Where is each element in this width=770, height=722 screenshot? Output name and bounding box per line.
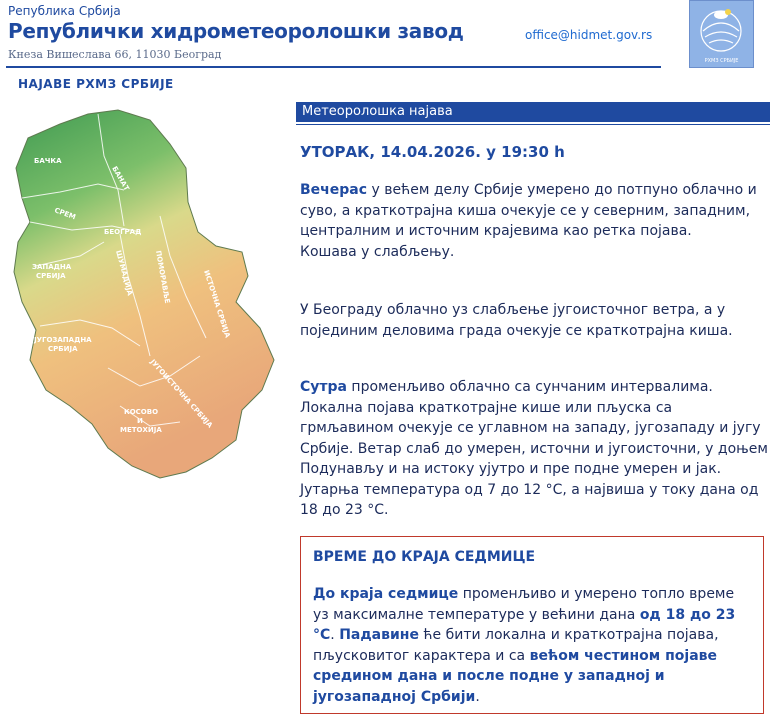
serbia-outline [14,110,274,478]
region-label-kosovo-line3: МЕТОХИЈА [120,426,162,434]
institute-title[interactable]: Републички хидрометеоролошки завод [8,19,464,43]
institute-address: Кнеза Вишеслава 66, 11030 Београд [8,48,222,61]
region-label-kosovo-line2: И [137,417,143,425]
region-label-sumadija: ШУМАДИЈА [114,249,134,297]
forecast-date: УТОРАК, 14.04.2026. у 19:30 h [300,143,565,161]
tomorrow-label: Сутра [300,379,347,395]
institute-logo[interactable] [689,0,754,68]
section-label[interactable]: НАЈАВЕ РХМЗ СРБИЈЕ [18,77,174,91]
belgrade-text: У Београду облачно уз слабљење југоисточног ветра, а у појединим деловима града очекује се краткотрајна киша. [300,302,733,339]
region-label-backa: БАЧКА [34,157,62,165]
region-label-banat: БАНАТ [110,165,131,193]
week-outlook-box [300,536,764,714]
tonight-text: у већем делу Србије умерено до потпуно облачно и суво, а краткотрајна киша очекује се у северним, западним, централним и источним крајевима као ретка појава. [300,182,757,239]
week-bold-2: од 18 до 23 °C [313,606,736,643]
region-label-zapadna-line2: СРБИЈА [36,272,66,280]
forecast-tomorrow [300,377,768,521]
tomorrow-text: променљиво облачно са сунчаним интервалима. Локална појава краткотрајне кише или пљуска са грмљавином очекује се углавном на западу, југозападу и југу Србије. Ветар слаб до умерен, источни и југоисточни, у доњем Подунављу и на истоку ујутро и пре подне умерен и јак. Јутарња температура од 7 до 12 °C, а највиша у току дана од 18 до 23 °C. [300,379,768,518]
week-text-3: ће бити локална и краткотрајна појава, пљусковитог карактера и са [313,627,719,664]
forecast-belgrade [300,300,768,341]
region-label-jugoistocna: ЈУГОИСТОЧНА СРБИЈА [148,357,215,430]
logo-text: РХМЗ СРБИЈЕ [704,58,739,64]
forecast-tonight [300,180,768,262]
republic-label: Република Србија [8,4,121,18]
week-outlook-title: ВРЕМЕ ДО КРАЈА СЕДМИЦЕ [313,549,536,565]
region-label-jugozapadna-line1: ЈУГОЗАПАДНА [34,336,92,344]
region-label-istocna: ИСТОЧНА СРБИЈА [202,269,232,339]
serbia-region-map[interactable] [0,106,290,501]
region-label-zapadna-line1: ЗАПАДНА [32,263,72,271]
week-text-2: . [330,627,340,643]
week-outlook-text [313,584,753,707]
forecast-panel-header [296,102,770,122]
forecast-panel-title: Метеоролошка најава [302,104,453,119]
week-text-1: променљиво и умерено топло време уз максималне температуре у већини дана [313,586,735,623]
header-divider [6,66,661,68]
tonight-wind-text: Кошава у слабљењу. [300,243,455,260]
email-link[interactable]: office@hidmet.gov.rs [525,28,653,42]
week-bold-3: Падавине [339,627,419,643]
week-bold-4: већом честином појаве средином дана и после подне у западној и југозападној Србији [313,647,717,705]
site-header [0,0,770,70]
tonight-label: Вечерас [300,182,368,198]
week-bold-1: До краја седмице [313,586,459,602]
forecast-panel-divider [296,124,770,125]
region-label-kosovo-line1: КОСОВО [124,408,159,416]
region-label-pomoravlje: ПОМОРАВЉЕ [154,249,172,305]
region-label-srem: СРЕМ [53,206,77,222]
region-label-jugozapadna-line2: СРБИЈА [48,345,78,353]
region-label-beograd: БЕОГРАД [104,228,142,236]
week-text-4: . [475,688,480,705]
